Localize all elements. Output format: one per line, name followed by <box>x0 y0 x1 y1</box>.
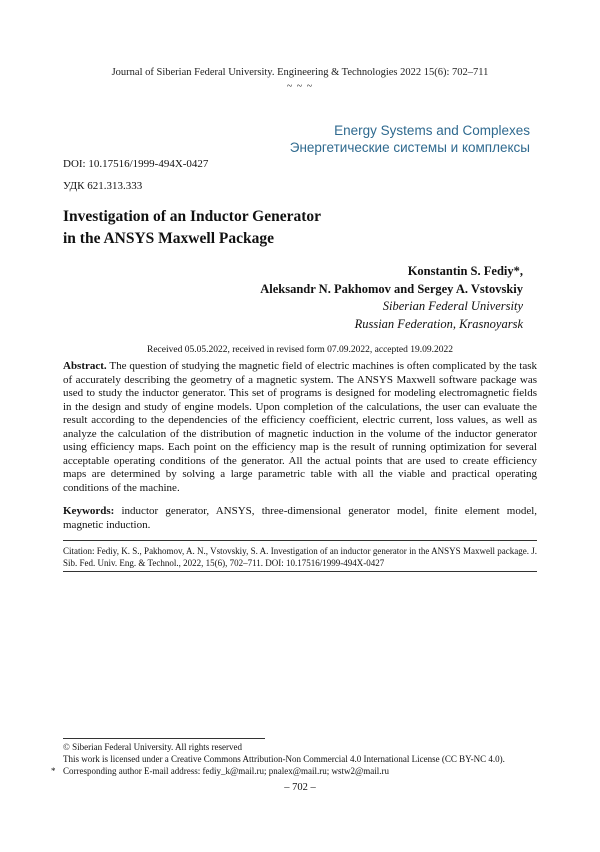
license-note: This work is licensed under a Creative Commons Attribution-Non Commercial 4.0 International License (CC BY-NC 4.0). <box>63 754 505 764</box>
authors-block <box>260 263 523 333</box>
udk-line: УДК 621.313.333 <box>63 180 143 192</box>
received-dates: Received 05.05.2022, received in revised form 07.09.2022, accepted 19.09.2022 <box>146 345 454 355</box>
footnote-divider <box>63 738 265 739</box>
section-title-english: Energy Systems and Complexes <box>334 123 530 138</box>
section-title-russian: Энергетические системы и комплексы <box>289 140 530 155</box>
affiliation-location: Russian Federation, Krasnoyarsk <box>354 316 523 331</box>
keywords-text: inductor generator, ANSYS, three-dimensional generator model, finite element model, magnetic induction. <box>63 505 538 531</box>
copyright-note: © Siberian Federal University. All rights reserved <box>63 742 242 752</box>
affiliation-university: Siberian Federal University <box>382 299 523 313</box>
title-line-2: in the ANSYS Maxwell Package <box>63 230 274 247</box>
author-line-2: Aleksandr N. Pakhomov and Sergey A. Vstovskiy <box>260 281 523 296</box>
abstract <box>63 360 537 495</box>
abstract-text: The question of studying the magnetic field of electric machines is often complicated by the task of accurately describing the geometry of a magnetic system. The ANSYS Maxwell software package was used to study the inductor generator. This set of programs is designed for modeling electromagnetic fields in the design and study of engine models. Upon completion of the calculations, the user can evaluate the result according to the dependencies of the efficiency coefficient, electric current, loss values, as well as analyze the calculation of the distribution of magnetic induction in the volume of the inductor generator using efficiency maps. Each point on the efficiency map is the result of running optimization for several acceptable operating conditions of the generator. All the actual points that are used to create efficiency maps are determined by solving a large parametric table with all the viable and practical operating conditions of the machine. <box>63 360 537 494</box>
page-number: – 702 – <box>284 782 316 793</box>
article-title <box>63 206 321 250</box>
corresponding-author-note <box>51 766 390 778</box>
title-line-1: Investigation of an Inductor Generator <box>63 208 322 225</box>
author-line-1: Konstantin S. Fediy*, <box>407 264 523 278</box>
corresponding-author-text: Corresponding author E-mail address: fediy_k@mail.ru; pnalex@mail.ru; wstw2@mail.ru <box>63 766 390 776</box>
footnote-star: * <box>51 766 56 776</box>
keywords-label: Keywords: <box>63 505 115 517</box>
keywords <box>63 505 537 532</box>
header-ornament: ~ ~ ~ <box>286 81 314 92</box>
abstract-label: Abstract. <box>63 360 107 372</box>
citation: Citation: Fediy, K. S., Pakhomov, A. N., Vstovskiy, S. A. Investigation of an inductor generator in the ANSYS Maxwell package. J. Sib. Fed. Univ. Eng. & Technol., 2022, 15(6), 702–711. DOI: 10.17516/1999-494X-0427 <box>63 546 537 568</box>
doi-line: DOI: 10.17516/1999-494X-0427 <box>63 158 209 170</box>
citation-top-divider <box>63 540 537 541</box>
journal-header: Journal of Siberian Federal University. Engineering & Technologies 2022 15(6): 702–711 <box>111 67 489 78</box>
citation-bottom-divider <box>63 571 537 572</box>
